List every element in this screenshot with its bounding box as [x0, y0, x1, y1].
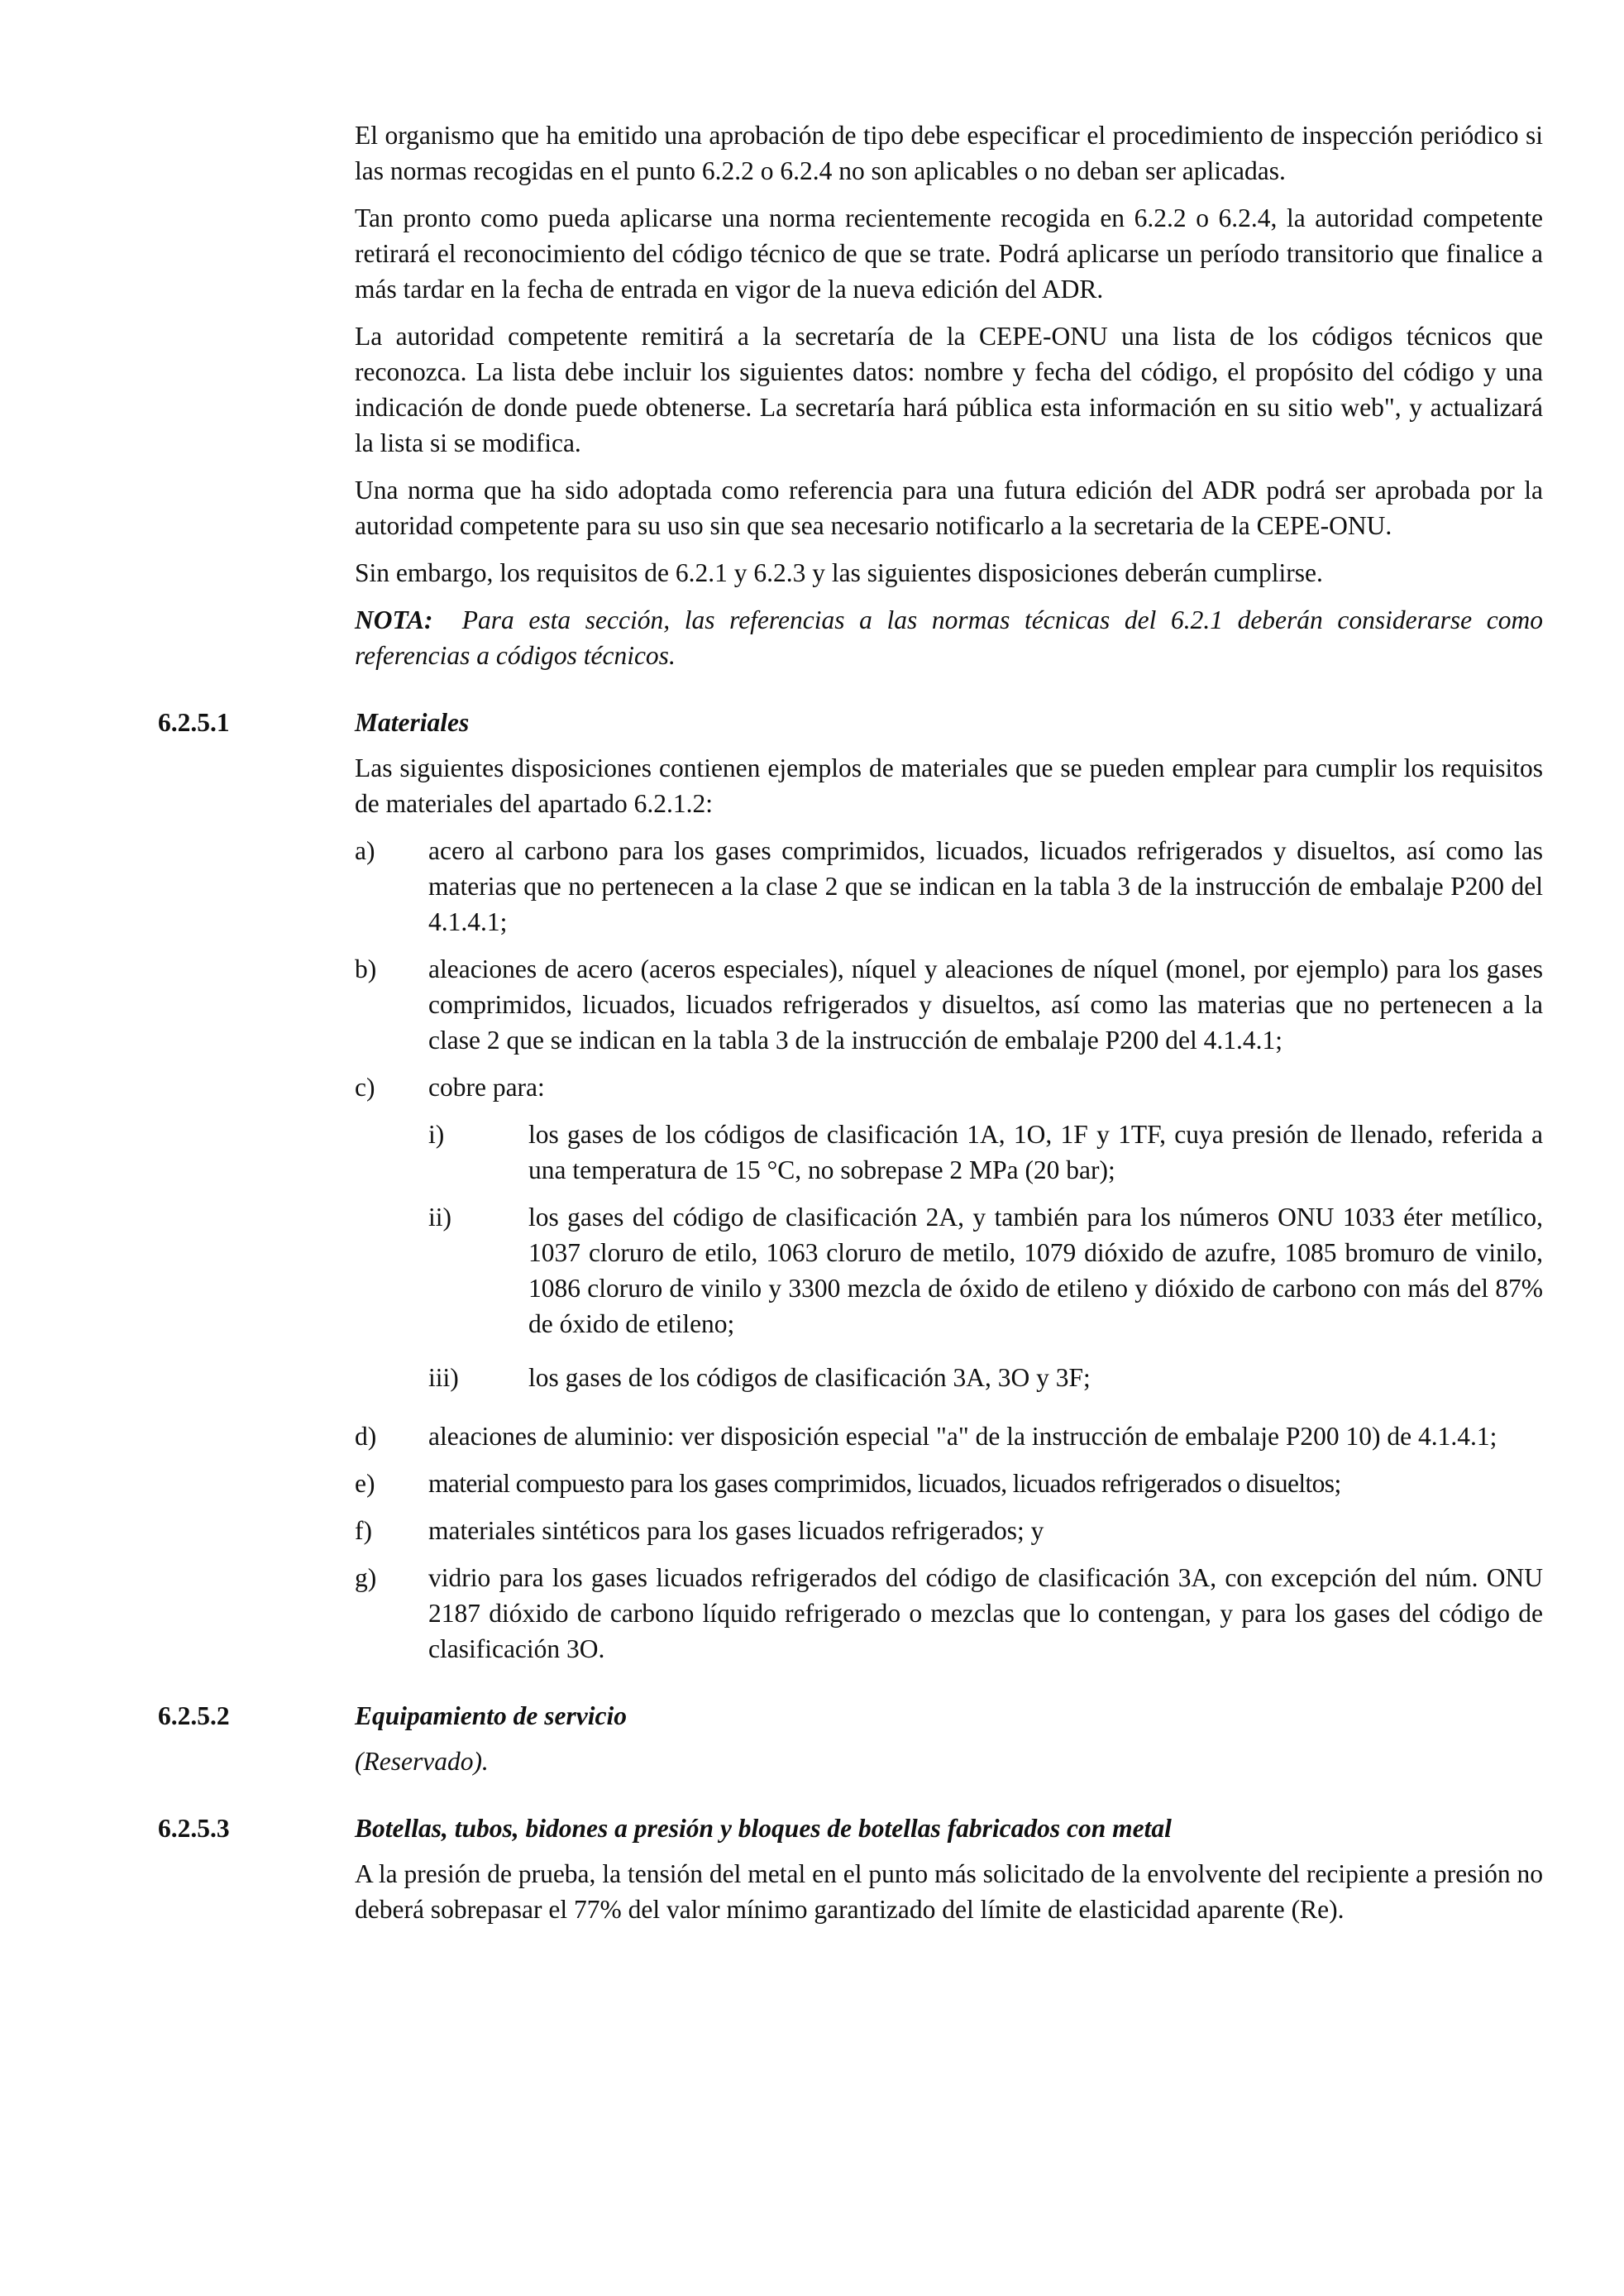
paragraph: Tan pronto como pueda aplicarse una norma recientemente recogida en 6.2.2 o 6.2.4, la autoridad competente retirará el reconocimiento del código técnico de que se trate. Podrá aplicarse un período transitorio que finalice a más tardar en la fecha de entrada en vigor de la nueva edición del ADR. — [355, 203, 1543, 304]
list-text: aleaciones de acero (aceros especiales), níquel y aleaciones de níquel (monel, por ejemplo) para los gases comprimidos, licuados, licuados refrigerados y disueltos, así como las materias que no pertenecen a la clase 2 que se indican en la tabla 3 de la instrucción de embalaje P200 del 4.1.4.1; — [428, 954, 1543, 1055]
paragraph: Sin embargo, los requisitos de 6.2.1 y 6.2.3 y las siguientes disposiciones deberán cumplirse. — [355, 558, 1323, 587]
section-heading — [158, 705, 1543, 740]
paragraph: (Reservado). — [355, 1747, 489, 1776]
sub-label: ii) — [428, 1203, 451, 1232]
list-text: cobre para: — [428, 1073, 545, 1102]
sub-text: los gases de los códigos de clasificación 3A, 3O y 3F; — [528, 1363, 1091, 1392]
note-label: NOTA: — [355, 605, 433, 634]
list-label: a) — [355, 836, 375, 865]
list-label: e) — [355, 1469, 375, 1498]
list-text: materiales sintéticos para los gases licuados refrigerados; y — [428, 1516, 1044, 1545]
paragraph: A la presión de prueba, la tensión del metal en el punto más solicitado de la envolvente del recipiente a presión no deberá sobrepasar el 77% del valor mínimo garantizado del límite de elasticidad aparente (Re). — [355, 1859, 1543, 1924]
sub-text: los gases del código de clasificación 2A, y también para los números ONU 1033 éter metílico, 1037 cloruro de etilo, 1063 cloruro de metilo, 1079 dióxido de azufre, 1085 bromuro de vinilo, 1086 cloruro de vinilo y 3300 mezcla de óxido de etileno y dióxido de carbono con más del 87% de óxido de etileno; — [528, 1203, 1543, 1338]
sub-label: iii) — [428, 1363, 459, 1392]
list-text: material compuesto para los gases comprimidos, licuados, licuados refrigerados o disueltos; — [428, 1469, 1341, 1498]
sub-item — [428, 1117, 1543, 1188]
paragraph: El organismo que ha emitido una aprobación de tipo debe especificar el procedimiento de inspección periódico si las normas recogidas en el punto 6.2.2 o 6.2.4 no son aplicables o no deban ser aplicadas. — [355, 121, 1543, 185]
list-item — [355, 1466, 1543, 1501]
paragraph: Las siguientes disposiciones contienen ejemplos de materiales que se pueden emplear para cumplir los requisitos de materiales del apartado 6.2.1.2: — [355, 753, 1543, 818]
section-title: Equipamiento de servicio — [355, 1701, 627, 1730]
list-item — [355, 1560, 1543, 1667]
list-label: f) — [355, 1516, 372, 1545]
list-label: b) — [355, 954, 377, 983]
paragraph: Una norma que ha sido adoptada como referencia para una futura edición del ADR podrá ser aprobada por la autoridad competente para su uso sin que sea necesario notificarlo a la secretaria de la CEPE-ONU. — [355, 476, 1543, 540]
sub-text: los gases de los códigos de clasificación 1A, 1O, 1F y 1TF, cuya presión de llenado, referida a una temperatura de 15 °C, no sobrepase 2 MPa (20 bar); — [528, 1120, 1543, 1184]
list-item — [355, 1513, 1543, 1548]
list-item — [355, 1418, 1543, 1454]
sub-label: i) — [428, 1120, 445, 1149]
list-label: g) — [355, 1563, 377, 1592]
list-item — [355, 1069, 1543, 1407]
section-number: 6.2.5.1 — [158, 708, 230, 737]
section-title: Botellas, tubos, bidones a presión y bloques de botellas fabricados con metal — [355, 1814, 1172, 1843]
section-heading — [158, 1698, 1543, 1734]
section-heading — [158, 1810, 1543, 1846]
note-text: Para esta sección, las referencias a las normas técnicas del 6.2.1 deberán considerarse como referencias a códigos técnicos. — [355, 605, 1544, 670]
list-text: aleaciones de aluminio: ver disposición especial "a" de la instrucción de embalaje P200 10) de 4.1.4.1; — [428, 1422, 1497, 1451]
list-item — [355, 951, 1543, 1058]
sub-item — [428, 1360, 1543, 1395]
list-text: acero al carbono para los gases comprimidos, licuados, licuados refrigerados y disueltos, así como las materias que no pertenecen a la clase 2 que se indican en la tabla 3 de la instrucción de embalaje P200 del 4.1.4.1; — [428, 836, 1543, 936]
list-item — [355, 833, 1543, 940]
section-number: 6.2.5.2 — [158, 1701, 230, 1730]
paragraph: La autoridad competente remitirá a la secretaría de la CEPE-ONU una lista de los códigos técnicos que reconozca. La lista debe incluir los siguientes datos: nombre y fecha del código, el propósito del código y una indicación de donde puede obtenerse. La secretaría hará pública esta información en su sitio web", y actualizará la lista si se modifica. — [355, 322, 1543, 457]
section-number: 6.2.5.3 — [158, 1814, 230, 1843]
sub-item — [428, 1199, 1543, 1342]
note — [355, 602, 1543, 673]
document-page — [0, 117, 1624, 1939]
section-title: Materiales — [355, 708, 470, 737]
document-body — [158, 117, 1544, 1927]
list-label: d) — [355, 1422, 377, 1451]
list-label: c) — [355, 1073, 375, 1102]
list-text: vidrio para los gases licuados refrigerados del código de clasificación 3A, con excepción del núm. ONU 2187 dióxido de carbono líquido refrigerado o mezclas que lo contengan, y para los gases del código de clasificación 3O. — [428, 1563, 1543, 1663]
